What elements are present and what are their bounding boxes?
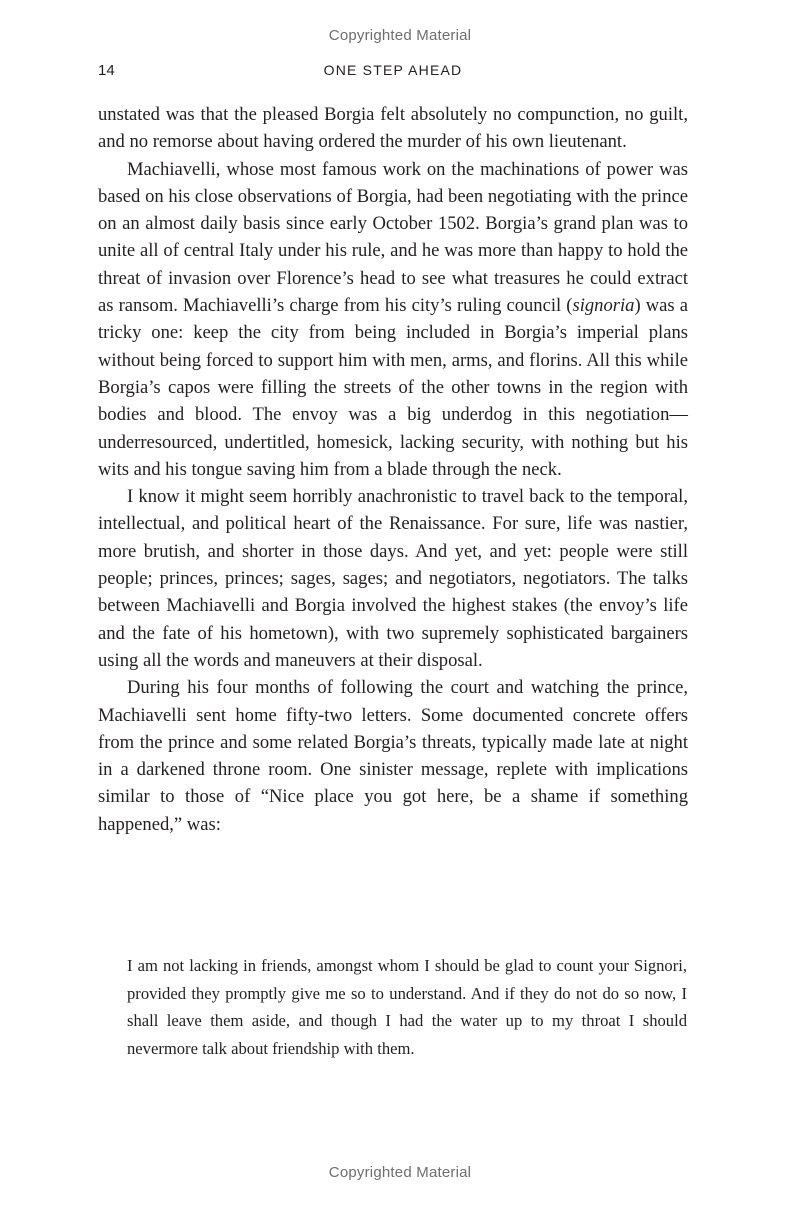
chapter-title: ONE STEP AHEAD: [323, 62, 463, 78]
body-text: [98, 101, 688, 838]
running-header: [98, 62, 688, 82]
paragraph-text-part: ) was a tricky one: keep the city from being included in Borgia’s imperial plans without being forced to support him with men, arms, and florins. All this while Borgia’s capos were filling the streets of the other towns in the region with bodies and blood. The envoy was a big underdog in this negotiation—underresourced, undertitled, homesick, lacking security, with nothing but his wits and his tongue saving him from a blade through the neck.: [98, 295, 688, 480]
paragraph-renaissance: I know it might seem horribly anachronistic to travel back to the temporal, intellectual, and political heart of the Renaissance. For sure, life was nastier, more brutish, and shorter in those days. And yet, and yet: people were still people; princes, princes; sages, sages; and negotiators, negotiators. The talks between Machiavelli and Borgia involved the highest stakes (the envoy’s life and the fate of his hometown), with two supremely sophisticated bargainers using all the words and maneuvers at their disposal.: [98, 486, 688, 671]
paragraph-text-part: Machiavelli, whose most famous work on the machinations of power was based on his close observations of Borgia, had been negotiating with the prince on an almost daily basis since early October 1502. Borgia’s grand plan was to unite all of central Italy under his rule, and he was more than happy to hold the threat of invasion over Florence’s head to see what treasures he could extract as ransom. Machiavelli’s charge from his city’s ruling council (: [98, 158, 688, 317]
copyright-watermark-top: Copyrighted Material: [328, 27, 472, 44]
paragraph-continued: unstated was that the pleased Borgia felt absolutely no compunction, no guilt, and no remorse about having ordered the murder of his own lieutenant.: [98, 104, 688, 153]
paragraph-letters: During his four months of following the court and watching the prince, Machiavelli sent home fifty-two letters. Some documented concrete offers from the prince and some related Borgia’s threats, typically made late at night in a darkened throne room. One sinister message, replete with implications similar to those of “Nice place you got here, be a shame if something happened,” was:: [98, 677, 688, 835]
copyright-watermark-bottom: Copyrighted Material: [328, 1164, 472, 1181]
paragraph-machiavelli-borgia: [98, 156, 688, 484]
block-quote: I am not lacking in friends, amongst whom I should be glad to count your Signori, provided they promptly give me so to understand. And if they do not do so now, I shall leave them aside, and though I had the water up to my throat I should nevermore talk about friendship with them.: [127, 956, 687, 1058]
page-number: 14: [98, 62, 115, 79]
italic-term-signoria: signoria: [572, 295, 635, 317]
